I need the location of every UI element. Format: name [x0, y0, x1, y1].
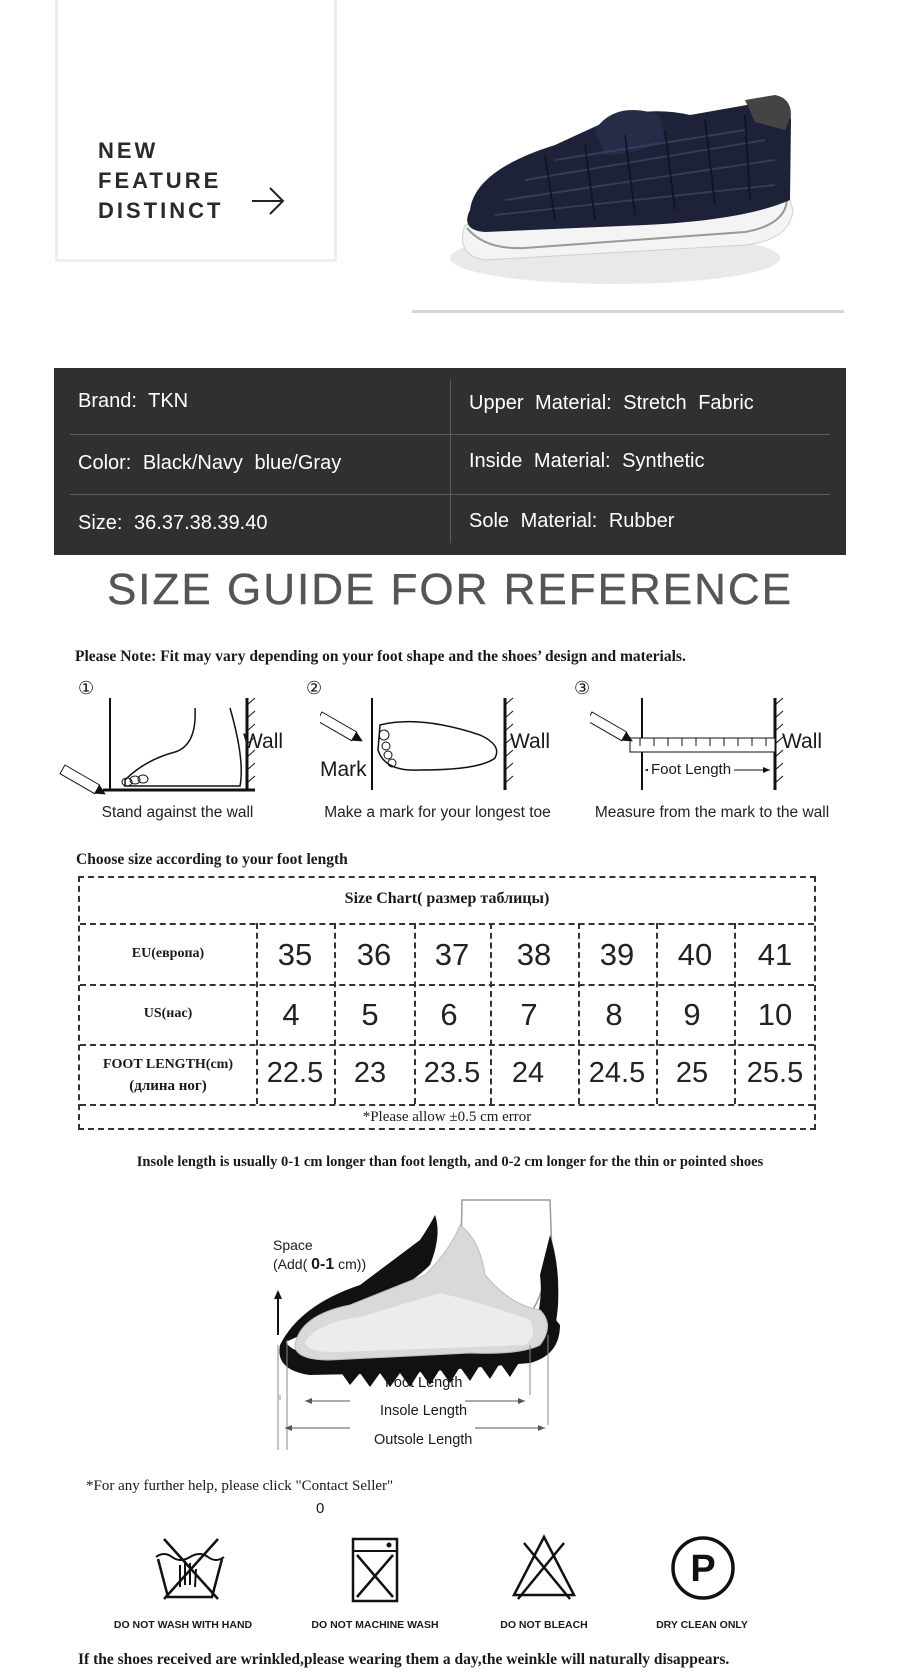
chart-cell: 25: [675, 1057, 709, 1089]
care-label: DO NOT WASH WITH HAND: [113, 1619, 253, 1631]
chart-cell: 23.5: [423, 1057, 481, 1089]
step-number: ①: [78, 678, 95, 698]
step-number: ③: [574, 678, 591, 698]
no-hand-wash-icon: [152, 1535, 228, 1605]
chart-cell: 4: [282, 997, 300, 1032]
chart-cell: 9: [683, 997, 701, 1032]
mark-label: Mark: [320, 758, 367, 781]
svg-text:P: P: [690, 1548, 716, 1590]
no-machine-wash-icon: [349, 1535, 401, 1605]
step-number: ②: [306, 678, 323, 698]
chart-gridline: [80, 923, 814, 925]
step-caption: Measure from the mark to the wall: [594, 804, 830, 821]
foot-length-dimension: Foot Length: [385, 1375, 463, 1391]
foot-length-label: Foot Length: [648, 761, 734, 778]
chart-cell: 7: [520, 997, 538, 1032]
chart-gridline: [80, 984, 814, 986]
step-caption: Stand against the wall: [101, 804, 254, 821]
chart-cell: 41: [757, 937, 793, 972]
chart-cell: 24.5: [588, 1057, 646, 1089]
chart-cell: 10: [757, 997, 793, 1032]
spec-table: [54, 368, 846, 555]
space-add-prefix: (Add(: [273, 1256, 308, 1272]
divider: [412, 310, 844, 313]
space-label: Space: [273, 1237, 313, 1253]
chart-cell: 5: [361, 997, 379, 1032]
space-add-suffix: cm)): [338, 1256, 367, 1272]
insole-note: Insole length is usually 0-1 cm longer than foot length, and 0-2 cm longer for the thin or pointed shoes: [136, 1154, 764, 1170]
row-label-eu: EU(европа): [131, 946, 205, 961]
dry-clean-icon: [668, 1533, 738, 1603]
stray-zero: 0: [316, 1500, 325, 1517]
chart-cell: 40: [677, 937, 713, 972]
chart-cell: 8: [605, 997, 623, 1032]
no-bleach-icon: [510, 1533, 578, 1603]
chart-cell: 36: [356, 937, 392, 972]
wall-label: Wall: [510, 730, 551, 753]
contact-seller-note: *For any further help, please click "Contact Seller": [86, 1478, 394, 1494]
chart-cell: 35: [277, 937, 313, 972]
space-add-value: 0-1: [311, 1256, 335, 1273]
outsole-length-dimension: Outsole Length: [374, 1432, 473, 1448]
spec-size: Size: 36.37.38.39.40: [78, 512, 268, 534]
chart-footer-note: *Please allow ±0.5 cm error: [362, 1109, 532, 1125]
spec-inside-material: Inside Material: Synthetic: [469, 450, 705, 472]
chart-cell: 24: [511, 1057, 545, 1089]
chart-cell: 39: [599, 937, 635, 972]
wall-label: Wall: [243, 730, 284, 753]
chart-cell: 23: [353, 1057, 387, 1089]
arrow-right-icon: [250, 186, 286, 216]
spec-brand: Brand: TKN: [78, 390, 189, 412]
feature-line-feature: FEATURE: [98, 168, 222, 193]
wrinkle-note: If the shoes received are wrinkled,please wearing them a day,the weinkle will naturally disappears.: [78, 1651, 730, 1668]
row-label-us: US(нас): [143, 1006, 193, 1021]
chart-gridline: [80, 1044, 814, 1046]
fit-note: Please Note: Fit may vary depending on your foot shape and the shoes’ design and materials.: [75, 648, 686, 665]
care-label: DRY CLEAN ONLY: [656, 1619, 748, 1631]
care-label: DO NOT MACHINE WASH: [311, 1619, 439, 1631]
spec-color: Color: Black/Navy blue/Gray: [78, 452, 342, 474]
care-label: DO NOT BLEACH: [500, 1619, 588, 1631]
chart-cell: 38: [516, 937, 552, 972]
feature-line-new: NEW: [98, 138, 159, 163]
feature-line-distinct: DISTINCT: [98, 198, 224, 223]
insole-length-dimension: Insole Length: [380, 1403, 468, 1419]
size-guide-title: SIZE GUIDE FOR REFERENCE: [106, 565, 794, 614]
feature-text: [98, 136, 223, 226]
row-label-foot-length: FOOT LENGTH(cm): [102, 1057, 234, 1072]
chart-cell: 22.5: [266, 1057, 324, 1089]
size-chart: [78, 876, 816, 1130]
shoe-photo: [445, 60, 810, 300]
choose-size-heading: Choose size according to your foot length: [76, 851, 348, 868]
mark-longest-toe-illustration: [320, 690, 540, 800]
size-chart-title: Size Chart( размер таблицы): [344, 890, 550, 907]
spec-divider: [450, 380, 451, 543]
row-label-foot-length-ru: (длина ног): [129, 1078, 207, 1094]
spec-divider: [70, 494, 830, 495]
spec-upper-material: Upper Material: Stretch Fabric: [469, 392, 754, 414]
spec-divider: [70, 434, 830, 435]
wall-label: Wall: [782, 730, 823, 753]
chart-cell: 25.5: [746, 1057, 804, 1089]
step-caption: Make a mark for your longest toe: [324, 804, 551, 821]
chart-cell: 37: [434, 937, 470, 972]
space-add-label: [273, 1256, 366, 1274]
measure-foot-illustration: [590, 690, 790, 800]
spec-sole-material: Sole Material: Rubber: [469, 510, 675, 532]
chart-gridline: [80, 1104, 814, 1106]
chart-cell: 6: [440, 997, 458, 1032]
